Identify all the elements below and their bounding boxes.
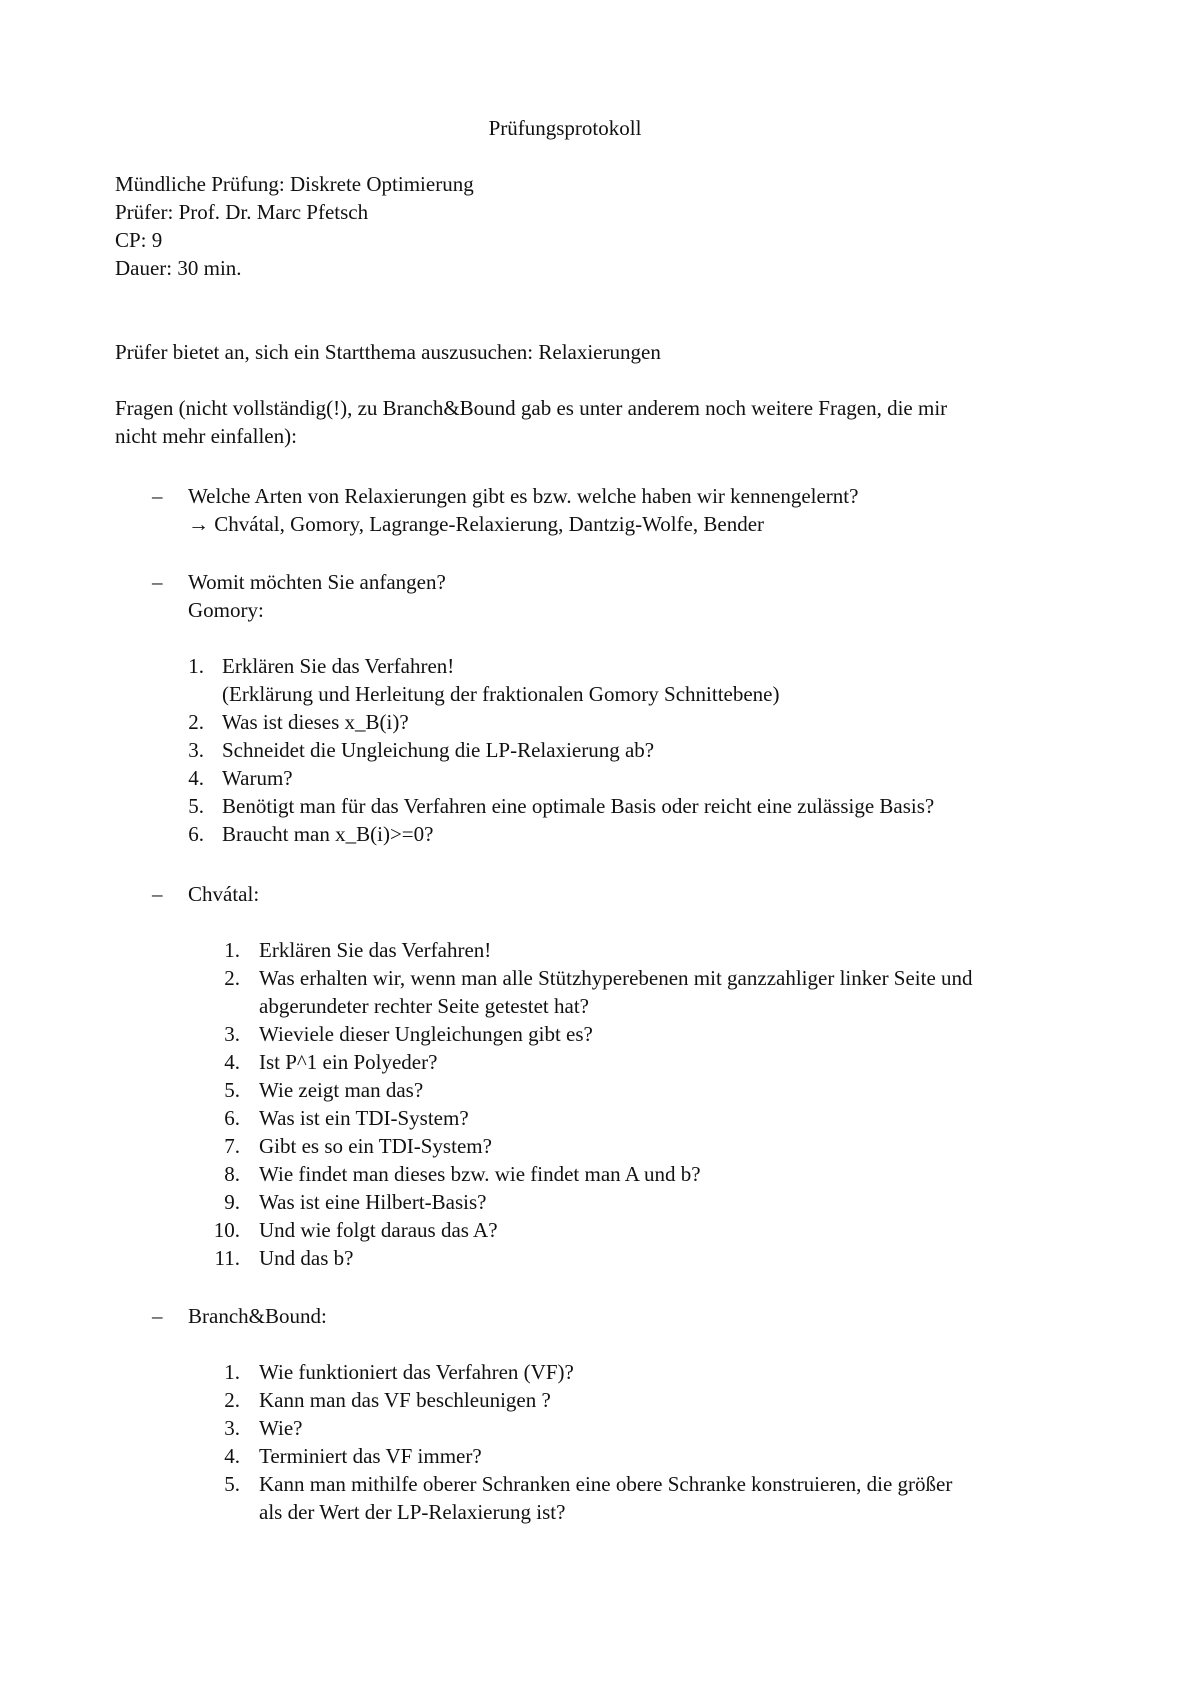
list-item-text: Und wie folgt daraus das A? (259, 1218, 498, 1242)
questions-intro-line-1: Fragen (nicht vollständig(!), zu Branch&Bound gab es unter anderem noch weitere Fragen, die mir (115, 396, 948, 420)
list-item-text: Kann man mithilfe oberer Schranken eine obere Schranke konstruieren, die größer (259, 1472, 953, 1496)
bullet-dash: – (152, 570, 163, 594)
list-item-number: 4. (224, 1050, 240, 1074)
bullet-dash: – (152, 1304, 163, 1328)
meta-exam: Mündliche Prüfung: Diskrete Optimierung (115, 172, 474, 196)
list-item-text: Gibt es so ein TDI-System? (259, 1134, 492, 1158)
list-item-number: 1. (224, 1360, 240, 1384)
list-item-text: Wie findet man dieses bzw. wie findet man A und b? (259, 1162, 701, 1186)
exam-metadata (115, 170, 474, 282)
list-item-text: als der Wert der LP-Relaxierung ist? (259, 1500, 566, 1524)
list-item-text: Wie zeigt man das? (259, 1078, 424, 1102)
answer-relaxations: → Chvátal, Gomory, Lagrange-Relaxierung, Dantzig-Wolfe, Bender (188, 512, 765, 536)
list-item-number: 5. (224, 1472, 240, 1496)
document-title: Prüfungsprotokoll (488, 116, 642, 140)
list-item-text: Was ist dieses x_B(i)? (222, 710, 409, 734)
intro-paragraph: Prüfer bietet an, sich ein Startthema auszusuchen: Relaxierungen (115, 340, 661, 364)
questions-intro-line-2: nicht mehr einfallen): (115, 424, 297, 448)
section-label-gomory: Gomory: (188, 598, 264, 622)
question-relaxations: Welche Arten von Relaxierungen gibt es bzw. welche haben wir kennengelernt? (188, 484, 859, 508)
meta-credits: CP: 9 (115, 228, 163, 252)
list-item-number: 4. (188, 766, 204, 790)
list-item-text: Kann man das VF beschleunigen ? (259, 1388, 551, 1412)
list-item-text: Erklären Sie das Verfahren! (222, 654, 455, 678)
list-item-number: 9. (224, 1190, 240, 1214)
list-item-number: 2. (224, 1388, 240, 1412)
section-label-chvatal: Chvátal: (188, 882, 260, 906)
list-item-text: Braucht man x_B(i)>=0? (222, 822, 434, 846)
list-item-number: 2. (188, 710, 204, 734)
list-item-text: Schneidet die Ungleichung die LP-Relaxierung ab? (222, 738, 655, 762)
list-item-number: 8. (224, 1162, 240, 1186)
list-item-number: 1. (188, 654, 204, 678)
bullet-dash: – (152, 484, 163, 508)
list-item-number: 5. (188, 794, 204, 818)
list-item-number: 4. (224, 1444, 240, 1468)
list-item-text: Was erhalten wir, wenn man alle Stützhyperebenen mit ganzzahliger linker Seite und (259, 966, 973, 990)
list-item-number: 3. (224, 1022, 240, 1046)
list-item-text: Warum? (222, 766, 293, 790)
list-item-number: 7. (224, 1134, 240, 1158)
list-item-text: Erklären Sie das Verfahren! (259, 938, 492, 962)
bullet-dash: – (152, 882, 163, 906)
list-item-text: Was ist eine Hilbert-Basis? (259, 1190, 487, 1214)
list-item-text: Wie funktioniert das Verfahren (VF)? (259, 1360, 574, 1384)
list-item-number: 3. (224, 1416, 240, 1440)
list-item-number: 11. (214, 1246, 240, 1270)
meta-examiner: Prüfer: Prof. Dr. Marc Pfetsch (115, 200, 369, 224)
question-start-topic: Womit möchten Sie anfangen? (188, 570, 446, 594)
list-item-text: Terminiert das VF immer? (259, 1444, 482, 1468)
list-item-text: Was ist ein TDI-System? (259, 1106, 469, 1130)
list-item-number: 3. (188, 738, 204, 762)
list-item-number: 10. (213, 1218, 240, 1242)
meta-duration: Dauer: 30 min. (115, 256, 242, 280)
list-item-text: Wie? (259, 1416, 303, 1440)
list-item-text: Ist P^1 ein Polyeder? (259, 1050, 438, 1074)
list-item-text: Und das b? (259, 1246, 354, 1270)
list-item-number: 2. (224, 966, 240, 990)
list-item-text: Benötigt man für das Verfahren eine optimale Basis oder reicht eine zulässige Basis? (222, 794, 935, 818)
list-item-number: 6. (188, 822, 204, 846)
list-item-number: 6. (224, 1106, 240, 1130)
section-label-branch-and-bound: Branch&Bound: (188, 1304, 327, 1328)
list-item-text: abgerundeter rechter Seite getestet hat? (259, 994, 589, 1018)
list-item-number: 1. (224, 938, 240, 962)
list-item-text: (Erklärung und Herleitung der fraktionalen Gomory Schnittebene) (222, 682, 780, 706)
list-item-number: 5. (224, 1078, 240, 1102)
list-item-text: Wieviele dieser Ungleichungen gibt es? (259, 1022, 593, 1046)
